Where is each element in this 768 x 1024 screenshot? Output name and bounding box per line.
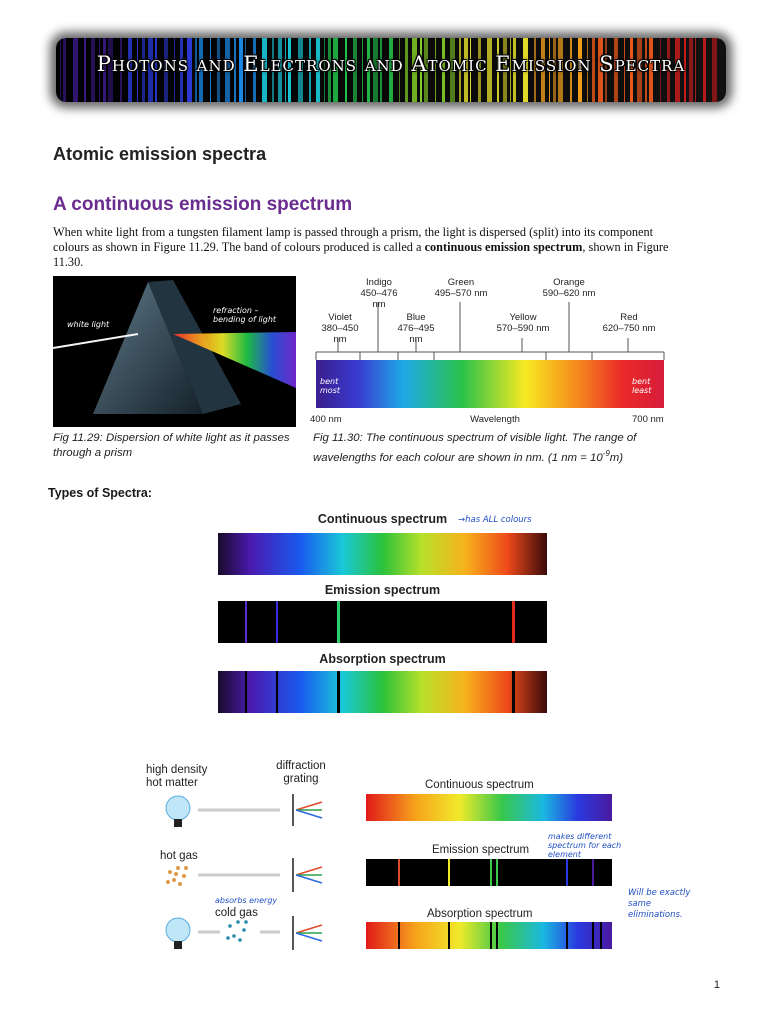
subsection-heading: A continuous emission spectrum — [53, 194, 353, 215]
emission-spectrum-bar — [218, 601, 547, 643]
yellow-label: Yellow 570–590 nm — [496, 312, 550, 334]
axis-right-label: 700 nm — [632, 414, 664, 425]
continuous-title: Continuous spectrum — [317, 512, 448, 526]
axis-center-label: Wavelength — [470, 414, 520, 425]
intro-bold-term: continuous emission spectrum — [424, 240, 583, 254]
spectrum-caption: Fig 11.30: The continuous spectrum of visible light. The range of wavelengths for each colour are shown in nm. (1 nm = $10^{-9}m$) — [313, 432, 637, 464]
diagram-apparatus — [150, 790, 380, 960]
prism-caption: Fig 11.29: Dispersion of white light as it passes through a prism — [53, 432, 290, 459]
exactly-same-note: Will be exactly same eliminations. — [628, 888, 691, 920]
diagram-emission-bar — [366, 859, 612, 886]
cold-gas-label: cold gas — [215, 907, 258, 919]
emission-title: Emission spectrum — [324, 583, 441, 597]
orange-label: Orange 590–620 nm — [542, 277, 596, 299]
white-light-note: white light — [67, 320, 110, 329]
different-spectrum-note: makes different spectrum for each element — [548, 832, 622, 859]
visible-spectrum-figure — [310, 276, 680, 431]
red-label: Red 620–750 nm — [602, 312, 656, 334]
diagram-continuous-bar — [366, 794, 612, 821]
absorption-title: Absorption spectrum — [319, 652, 446, 666]
axis-left-label: 400 nm — [310, 414, 342, 425]
continuous-spectrum-bar — [218, 533, 547, 575]
page-banner-title: Photons and Electrons and Atomic Emission Spectra — [96, 52, 686, 76]
grating-label: diffraction grating — [276, 760, 326, 785]
blue-label: Blue 476–495 nm — [397, 312, 435, 345]
diagram-continuous-title: Continuous spectrum — [425, 779, 534, 791]
all-colours-note: →has ALL colours — [458, 515, 532, 525]
bent-least-note: bent least — [632, 377, 652, 395]
hot-gas-label: hot gas — [160, 850, 198, 862]
title-banner — [56, 38, 726, 102]
hot-matter-label: high density hot matter — [146, 764, 208, 789]
intro-paragraph — [53, 225, 683, 270]
absorbs-energy-note: absorbs energy — [215, 896, 278, 905]
violet-label: Violet 380–450 nm — [321, 312, 359, 345]
diagram-absorption-title: Absorption spectrum — [427, 908, 533, 920]
intro-text-end: , shown in Figure 11.30. — [53, 240, 669, 269]
prism-photo — [53, 276, 296, 427]
intro-text: When white light from a tungsten filament lamp is passed through a prism, the light is dispersed (split) into its component colours as shown in Figure 11.29. The band of colours produced is called a — [53, 225, 654, 254]
types-heading: Types of Spectra: — [48, 486, 152, 500]
green-label: Green 495–570 nm — [434, 277, 488, 299]
indigo-label: Indigo 450–476 nm — [360, 277, 398, 310]
diagram-emission-title: Emission spectrum — [432, 844, 530, 856]
diagram-absorption-bar — [366, 922, 612, 949]
bent-most-note: bent most — [320, 377, 340, 395]
section-heading: Atomic emission spectra — [53, 144, 267, 164]
page-number: 1 — [713, 979, 720, 991]
absorption-spectrum-bar — [218, 671, 547, 713]
refraction-note: refraction – bending of light — [213, 306, 277, 324]
